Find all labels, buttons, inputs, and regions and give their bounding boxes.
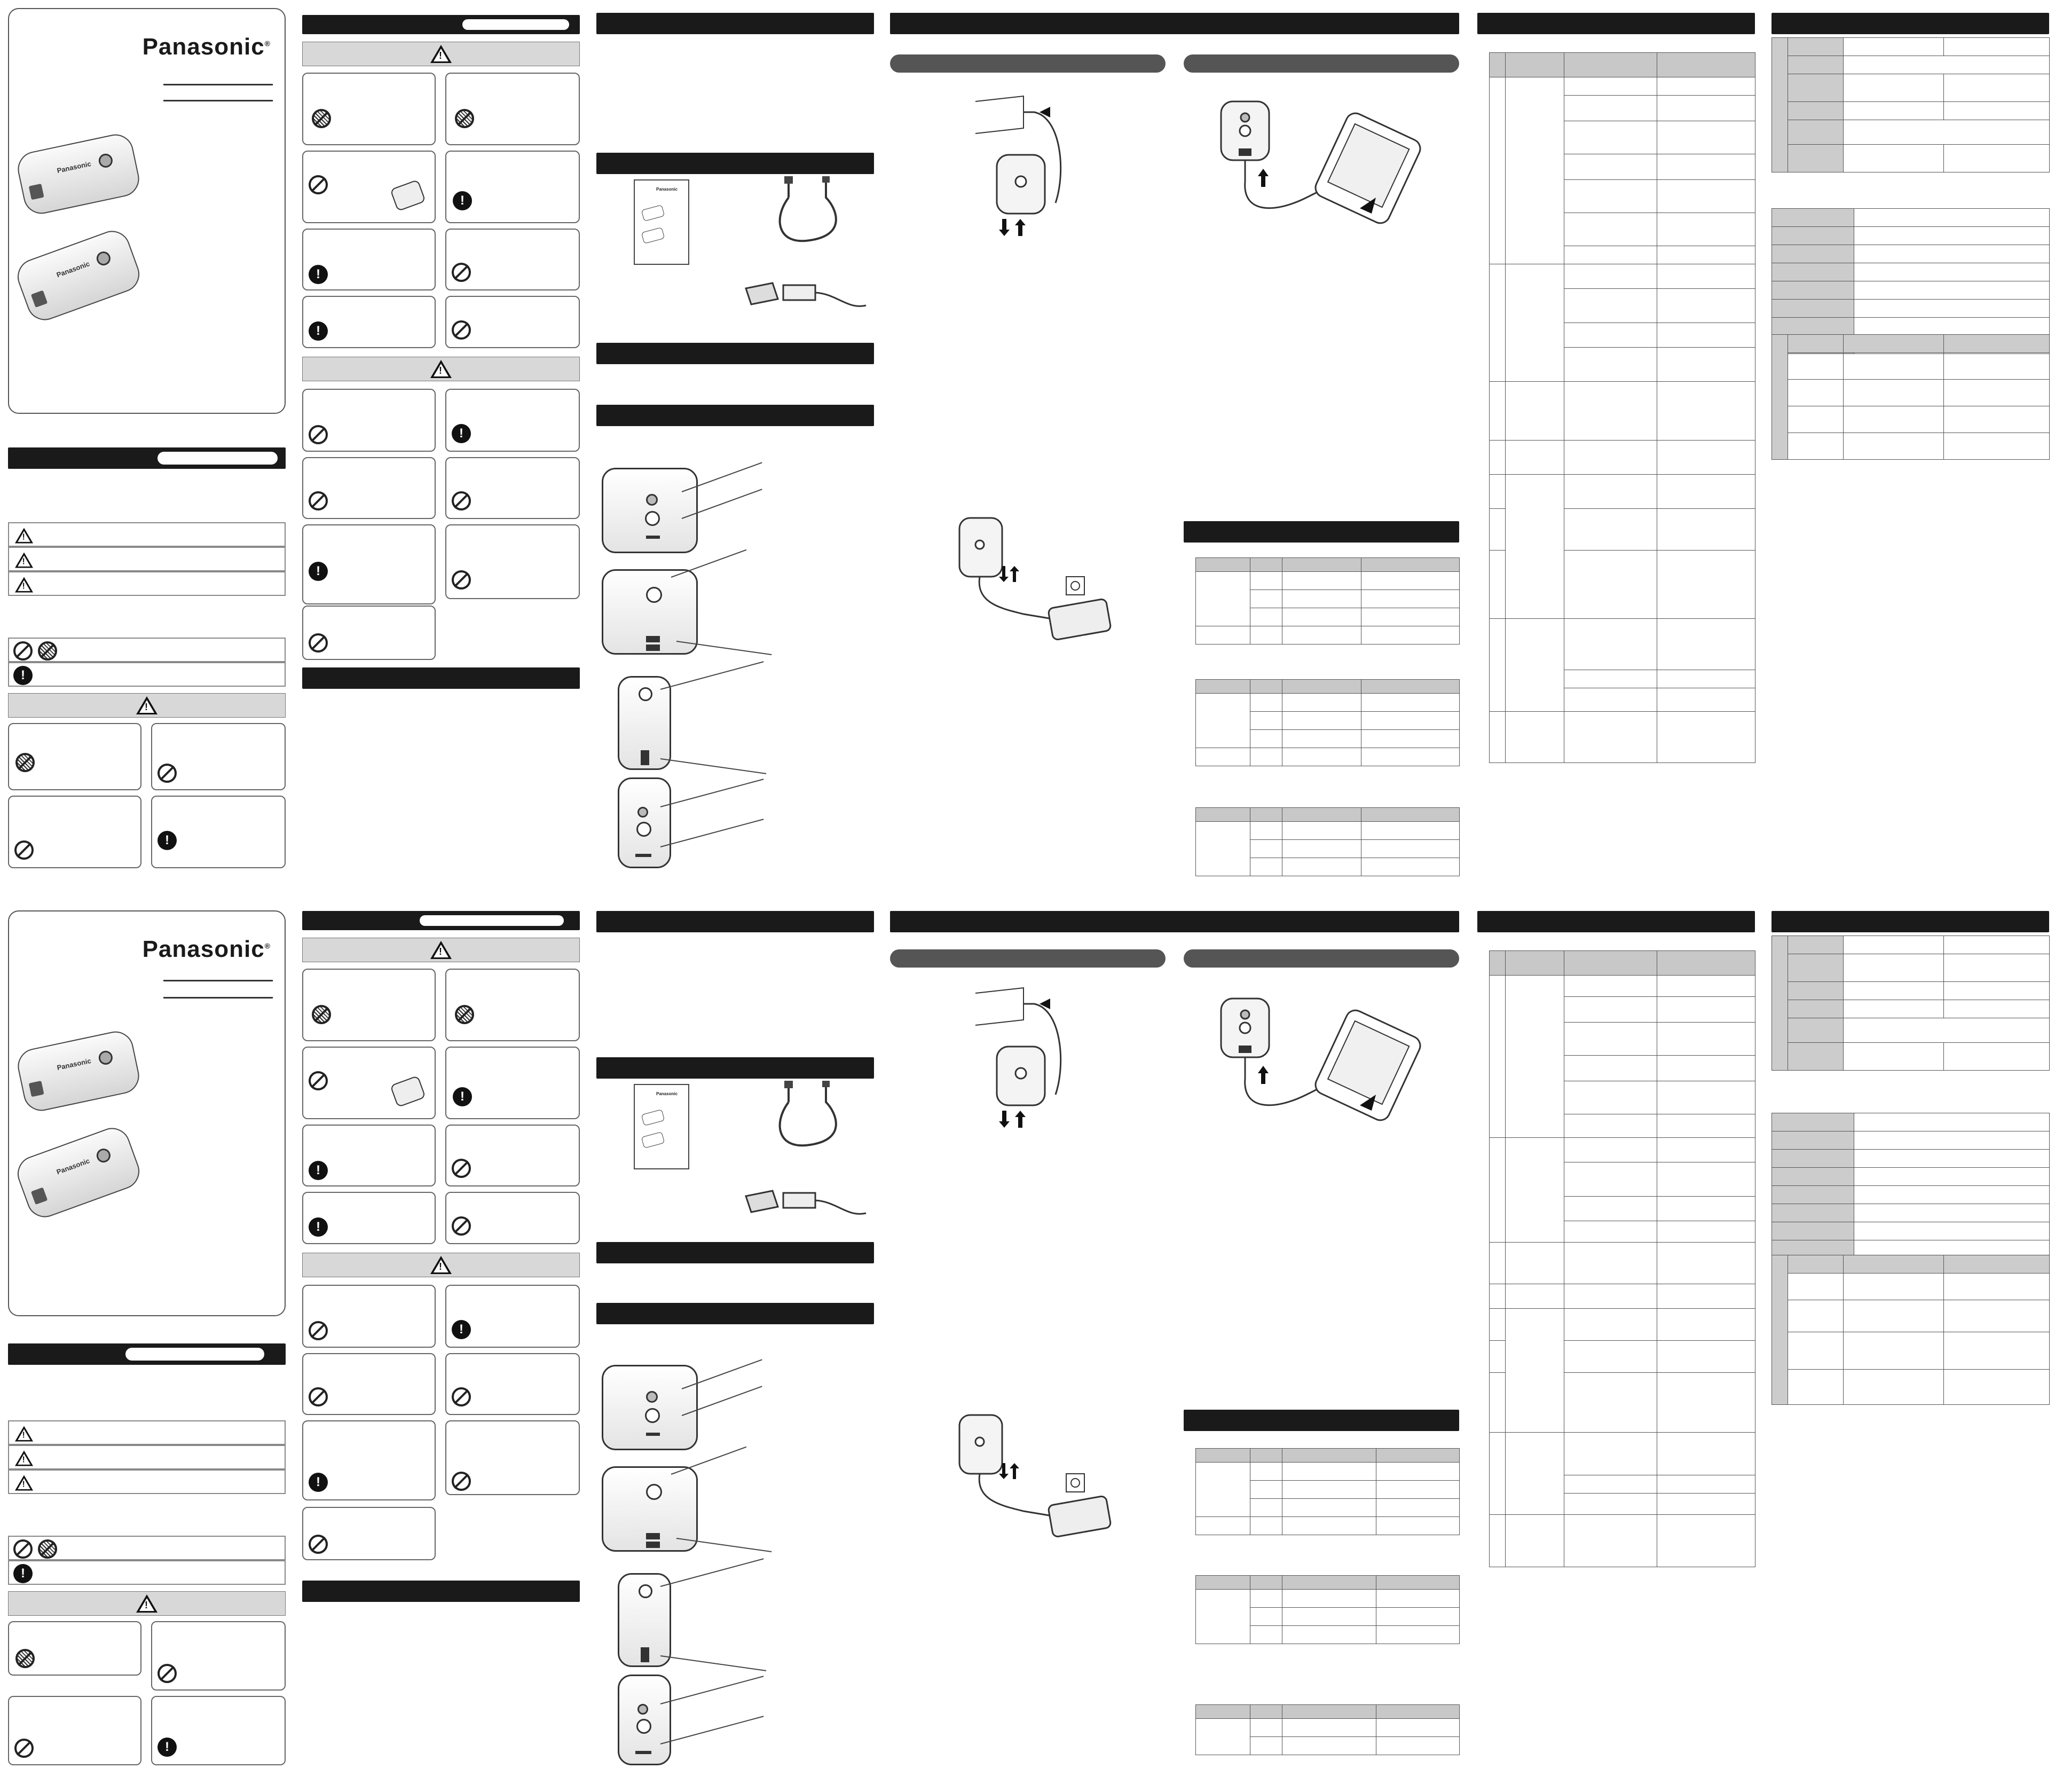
- sheet-bottom: [0, 897, 2055, 1783]
- column-cover: [8, 0, 286, 886]
- mandatory-exclamation-icon: !: [158, 1738, 177, 1757]
- mandatory-exclamation-icon: !: [452, 424, 471, 443]
- language-pill: [158, 452, 278, 465]
- no-disassemble-icon: [312, 1005, 331, 1024]
- warning-section-bar: [302, 42, 580, 66]
- mandatory-exclamation-icon: !: [309, 1217, 328, 1237]
- callout-line: [660, 779, 764, 807]
- prohibited-circle-icon: [158, 764, 177, 783]
- manual-booklet-illustration: [634, 1084, 689, 1169]
- product-illustration: [14, 1028, 143, 1114]
- ac-adaptor-illustration: [741, 272, 869, 315]
- usb-port-icon: [646, 1433, 660, 1436]
- booklet-logo: Panasonic: [656, 187, 678, 192]
- column-safety: [302, 897, 580, 1783]
- column-parts: [596, 897, 874, 1783]
- prohibited-circle-icon: [452, 263, 471, 282]
- warning-box: [302, 969, 436, 1041]
- warning-legend-row: [8, 522, 286, 547]
- caution-box: [302, 1420, 436, 1500]
- warning-box: [302, 296, 436, 348]
- caution-box: [151, 1621, 286, 1691]
- warning-box: [302, 151, 436, 223]
- mandatory-exclamation-icon: !: [309, 321, 328, 341]
- prohibited-circle-icon: [309, 1071, 328, 1090]
- mandatory-exclamation-icon: !: [158, 831, 177, 850]
- brand-logo: Panasonic®: [142, 34, 271, 60]
- no-disassemble-icon: [312, 109, 331, 128]
- caution-box: [302, 389, 436, 452]
- section-header-bar: [596, 153, 874, 174]
- charge-status-table: [1195, 1448, 1460, 1535]
- usb-port-icon: [29, 1081, 44, 1097]
- indicator-led-icon: [646, 1391, 658, 1403]
- charge-status-table: [1195, 1575, 1460, 1644]
- mandatory-exclamation-icon: !: [452, 1320, 471, 1339]
- specifications-table: [1771, 1113, 2050, 1259]
- device-logo: Panasonic: [55, 1157, 91, 1176]
- warning-legend-row: [8, 1469, 286, 1494]
- warning-legend-row: [8, 1445, 286, 1469]
- usb-port-icon: [646, 636, 660, 642]
- caution-box: [445, 457, 580, 519]
- column-troubleshooting: [1477, 897, 1755, 1783]
- product-illustration: [12, 226, 144, 325]
- no-disassemble-icon: [455, 1005, 474, 1024]
- language-pill: [125, 1348, 264, 1361]
- warning-box: [445, 73, 580, 145]
- section-header-bar: [596, 1057, 874, 1079]
- device-side-view: [618, 1573, 671, 1667]
- power-button-icon: [639, 1584, 652, 1598]
- section-header-bar: [596, 911, 874, 932]
- warning-triangle-icon: [430, 45, 452, 63]
- product-illustration: [12, 1123, 144, 1222]
- ac-adaptor-illustration: [741, 1180, 869, 1223]
- caution-box: [445, 524, 580, 599]
- subsection-header-pill: [1184, 949, 1459, 968]
- column-safety: [302, 0, 580, 886]
- callout-line: [660, 1558, 764, 1587]
- power-button-icon: [97, 152, 114, 169]
- ac-charging-illustration: [949, 1410, 1120, 1554]
- prohibited-circle-icon: [452, 320, 471, 340]
- prohibited-circle-icon: [13, 641, 33, 661]
- prohibited-circle-icon: [158, 1664, 177, 1683]
- caution-box: [8, 796, 141, 868]
- warning-triangle-icon: [15, 528, 33, 544]
- charge-status-table: [1195, 1704, 1460, 1755]
- prohibited-circle-icon: [309, 1321, 328, 1340]
- brand-logo: Panasonic®: [142, 936, 271, 962]
- prohibited-circle-icon: [452, 491, 471, 510]
- warning-box: [445, 296, 580, 348]
- device-side-view: [618, 1675, 671, 1765]
- specifications-table: [1771, 208, 2050, 354]
- booklet-logo: Panasonic: [656, 1091, 678, 1096]
- power-button-icon: [95, 1146, 112, 1164]
- charge-status-table: [1195, 807, 1460, 876]
- ac-charging-illustration: [949, 513, 1120, 657]
- column-charging: [890, 897, 1459, 1783]
- device-small-icon: [641, 1131, 665, 1149]
- warning-box: [302, 73, 436, 145]
- warning-box: [302, 1125, 436, 1186]
- caution-section-bar: [302, 1253, 580, 1277]
- warning-triangle-icon: [430, 360, 452, 378]
- warning-box: [445, 151, 580, 223]
- specifications-table: [1771, 37, 2050, 172]
- caution-box: [151, 796, 286, 868]
- prohibited-circle-icon: [452, 1216, 471, 1236]
- column-cover: [8, 897, 286, 1783]
- callout-line: [660, 1716, 764, 1744]
- callout-line: [671, 1447, 747, 1475]
- device-front-view: [602, 468, 698, 553]
- prohibited-circle-icon: [452, 1387, 471, 1406]
- mandatory-exclamation-icon: !: [309, 562, 328, 581]
- power-button-icon: [95, 249, 112, 267]
- mandatory-exclamation-icon: !: [13, 666, 33, 685]
- section-header-bar: [1771, 911, 2049, 932]
- warning-box: [445, 229, 580, 290]
- smartphone-charging-illustration: [1200, 91, 1435, 251]
- section-header-bar: [1477, 911, 1755, 932]
- warning-legend-row: [8, 571, 286, 596]
- warning-triangle-icon: [15, 1426, 33, 1442]
- warning-box: [445, 1192, 580, 1244]
- prohibited-circle-icon: [309, 491, 328, 510]
- symbol-legend-row: [8, 662, 286, 687]
- usb-port-icon: [641, 750, 649, 765]
- caution-box: [302, 457, 436, 519]
- troubleshooting-table: [1489, 52, 1755, 763]
- caution-box: [302, 606, 436, 660]
- warning-triangle-icon: [15, 1451, 33, 1466]
- usb-port-icon: [29, 184, 44, 200]
- warning-box: [302, 1047, 436, 1119]
- caution-box: [302, 1353, 436, 1415]
- usb-port-icon: [646, 645, 660, 651]
- caution-box: [302, 1507, 436, 1560]
- usb-port-icon: [646, 536, 660, 539]
- usb-cable-illustration: [767, 1081, 853, 1150]
- caution-box: [445, 1420, 580, 1495]
- section-header-bar: [302, 667, 580, 689]
- prohibited-circle-icon: [13, 1539, 33, 1559]
- prohibited-circle-icon: [309, 1387, 328, 1406]
- no-disassemble-icon: [15, 753, 35, 772]
- indicator-led-icon: [637, 807, 648, 818]
- cover-rule: [163, 100, 273, 101]
- section-header-bar: [596, 1242, 874, 1263]
- warning-legend-row: [8, 1420, 286, 1445]
- smartphone-charging-illustration: [1200, 988, 1435, 1148]
- specifications-table: [1771, 334, 2050, 460]
- device-side-view: [618, 777, 671, 868]
- manual-booklet-illustration: [634, 179, 689, 265]
- troubleshooting-table: [1489, 950, 1755, 1567]
- callout-line: [660, 1655, 766, 1671]
- usb-port-icon: [31, 1187, 48, 1205]
- symbol-legend-row: [8, 1560, 286, 1585]
- subsection-header-pill: [890, 949, 1166, 968]
- prohibited-circle-icon: [14, 1739, 34, 1758]
- warning-triangle-icon: [430, 1256, 452, 1274]
- device-small-icon: [390, 179, 426, 211]
- power-button-icon: [639, 687, 652, 701]
- caution-box: [445, 1285, 580, 1348]
- device-front-view: [602, 1365, 698, 1450]
- caution-box: [302, 1285, 436, 1348]
- section-header-bar: [596, 1303, 874, 1324]
- section-header-bar: [890, 13, 1459, 34]
- usb-cable-illustration: [767, 176, 853, 246]
- caution-box: [8, 1696, 141, 1765]
- mandatory-exclamation-icon: !: [309, 1161, 328, 1180]
- section-header-bar: [596, 13, 874, 34]
- power-button-icon: [636, 1719, 651, 1734]
- prohibited-circle-icon: [452, 1472, 471, 1491]
- power-button-icon: [646, 587, 662, 603]
- cover-rule: [163, 997, 273, 999]
- device-side-view: [618, 676, 671, 770]
- power-button-icon: [646, 1484, 662, 1500]
- no-disassemble-icon: [15, 1649, 35, 1668]
- section-header-bar: [596, 343, 874, 364]
- cover-panel: [8, 910, 286, 1316]
- column-parts: [596, 0, 874, 886]
- column-charging: [890, 0, 1459, 886]
- callout-line: [660, 758, 766, 774]
- caution-box: [8, 1621, 141, 1676]
- indicator-led-icon: [637, 1704, 648, 1715]
- warning-section-bar: [302, 938, 580, 962]
- device-small-icon: [641, 1109, 665, 1126]
- specifications-table: [1771, 936, 2050, 1071]
- warning-box: [445, 1125, 580, 1186]
- warning-triangle-icon: [15, 1475, 33, 1491]
- warning-box: [445, 1047, 580, 1119]
- callout-line: [660, 1676, 764, 1704]
- power-button-icon: [645, 1408, 660, 1423]
- pc-charging-illustration: [975, 96, 1114, 240]
- section-header-bar: [1771, 13, 2049, 34]
- language-pill: [462, 19, 569, 30]
- caution-box: [302, 524, 436, 604]
- warning-legend-row: [8, 547, 286, 571]
- no-disassemble-icon: [38, 641, 57, 661]
- warning-section-bar: [8, 1591, 286, 1616]
- callout-line: [660, 819, 764, 847]
- section-header-bar: [1184, 521, 1459, 543]
- mandatory-exclamation-icon: !: [453, 1087, 472, 1106]
- usb-port-icon: [635, 854, 651, 857]
- charge-status-table: [1195, 557, 1460, 645]
- mandatory-exclamation-icon: !: [453, 191, 472, 210]
- warning-triangle-icon: [136, 696, 158, 714]
- section-header-bar: [596, 405, 874, 426]
- language-pill: [420, 915, 564, 926]
- caution-box: [445, 1353, 580, 1415]
- no-disassemble-icon: [455, 109, 474, 128]
- warning-box: [302, 1192, 436, 1244]
- prohibited-circle-icon: [309, 633, 328, 653]
- prohibited-circle-icon: [309, 175, 328, 194]
- caution-section-bar: [302, 357, 580, 381]
- indicator-led-icon: [646, 494, 658, 506]
- sheet-top: [0, 0, 2055, 886]
- cover-panel: [8, 8, 286, 414]
- power-button-icon: [645, 511, 660, 526]
- usb-port-icon: [31, 290, 48, 308]
- usb-port-icon: [646, 1533, 660, 1539]
- subsection-header-pill: [890, 54, 1166, 73]
- usb-port-icon: [641, 1647, 649, 1662]
- caution-box: [8, 723, 141, 790]
- prohibited-circle-icon: [452, 570, 471, 590]
- column-specifications: [1771, 0, 2049, 886]
- pc-charging-illustration: [975, 988, 1114, 1132]
- prohibited-circle-icon: [309, 1535, 328, 1554]
- usb-port-icon: [635, 1751, 651, 1754]
- subsection-header-pill: [1184, 54, 1459, 73]
- mandatory-exclamation-icon: !: [309, 265, 328, 284]
- callout-line: [671, 549, 747, 578]
- warning-triangle-icon: [430, 941, 452, 959]
- power-button-icon: [97, 1049, 114, 1066]
- usb-port-icon: [646, 1542, 660, 1548]
- column-troubleshooting: [1477, 0, 1755, 886]
- symbol-legend-row: [8, 1536, 286, 1560]
- mandatory-exclamation-icon: !: [13, 1564, 33, 1583]
- mandatory-exclamation-icon: !: [309, 1473, 328, 1492]
- power-button-icon: [636, 822, 651, 837]
- warning-triangle-icon: [15, 553, 33, 568]
- callout-line: [660, 661, 764, 690]
- device-small-icon: [390, 1075, 426, 1107]
- warning-box: [445, 969, 580, 1041]
- section-header-bar: [1477, 13, 1755, 34]
- product-illustration: [14, 131, 143, 217]
- device-small-icon: [641, 227, 665, 244]
- cover-rule: [163, 980, 273, 981]
- warning-triangle-icon: [136, 1594, 158, 1613]
- caution-box: [445, 389, 580, 452]
- cover-rule: [163, 84, 273, 85]
- device-logo: Panasonic: [56, 1056, 92, 1072]
- device-small-icon: [641, 205, 665, 222]
- device-logo: Panasonic: [56, 159, 92, 175]
- caution-box: [151, 1696, 286, 1765]
- prohibited-circle-icon: [309, 425, 328, 444]
- section-header-bar: [1184, 1410, 1459, 1431]
- section-header-bar: [890, 911, 1459, 932]
- no-disassemble-icon: [38, 1539, 57, 1559]
- prohibited-circle-icon: [14, 840, 34, 860]
- column-specifications: [1771, 897, 2049, 1783]
- warning-triangle-icon: [15, 577, 33, 593]
- charge-status-table: [1195, 679, 1460, 766]
- section-header-bar: [302, 1581, 580, 1602]
- specifications-table: [1771, 1255, 2050, 1405]
- symbol-legend-row: [8, 638, 286, 662]
- prohibited-circle-icon: [452, 1159, 471, 1178]
- warning-box: [302, 229, 436, 290]
- caution-box: [151, 723, 286, 790]
- device-logo: Panasonic: [55, 260, 91, 279]
- warning-section-bar: [8, 693, 286, 718]
